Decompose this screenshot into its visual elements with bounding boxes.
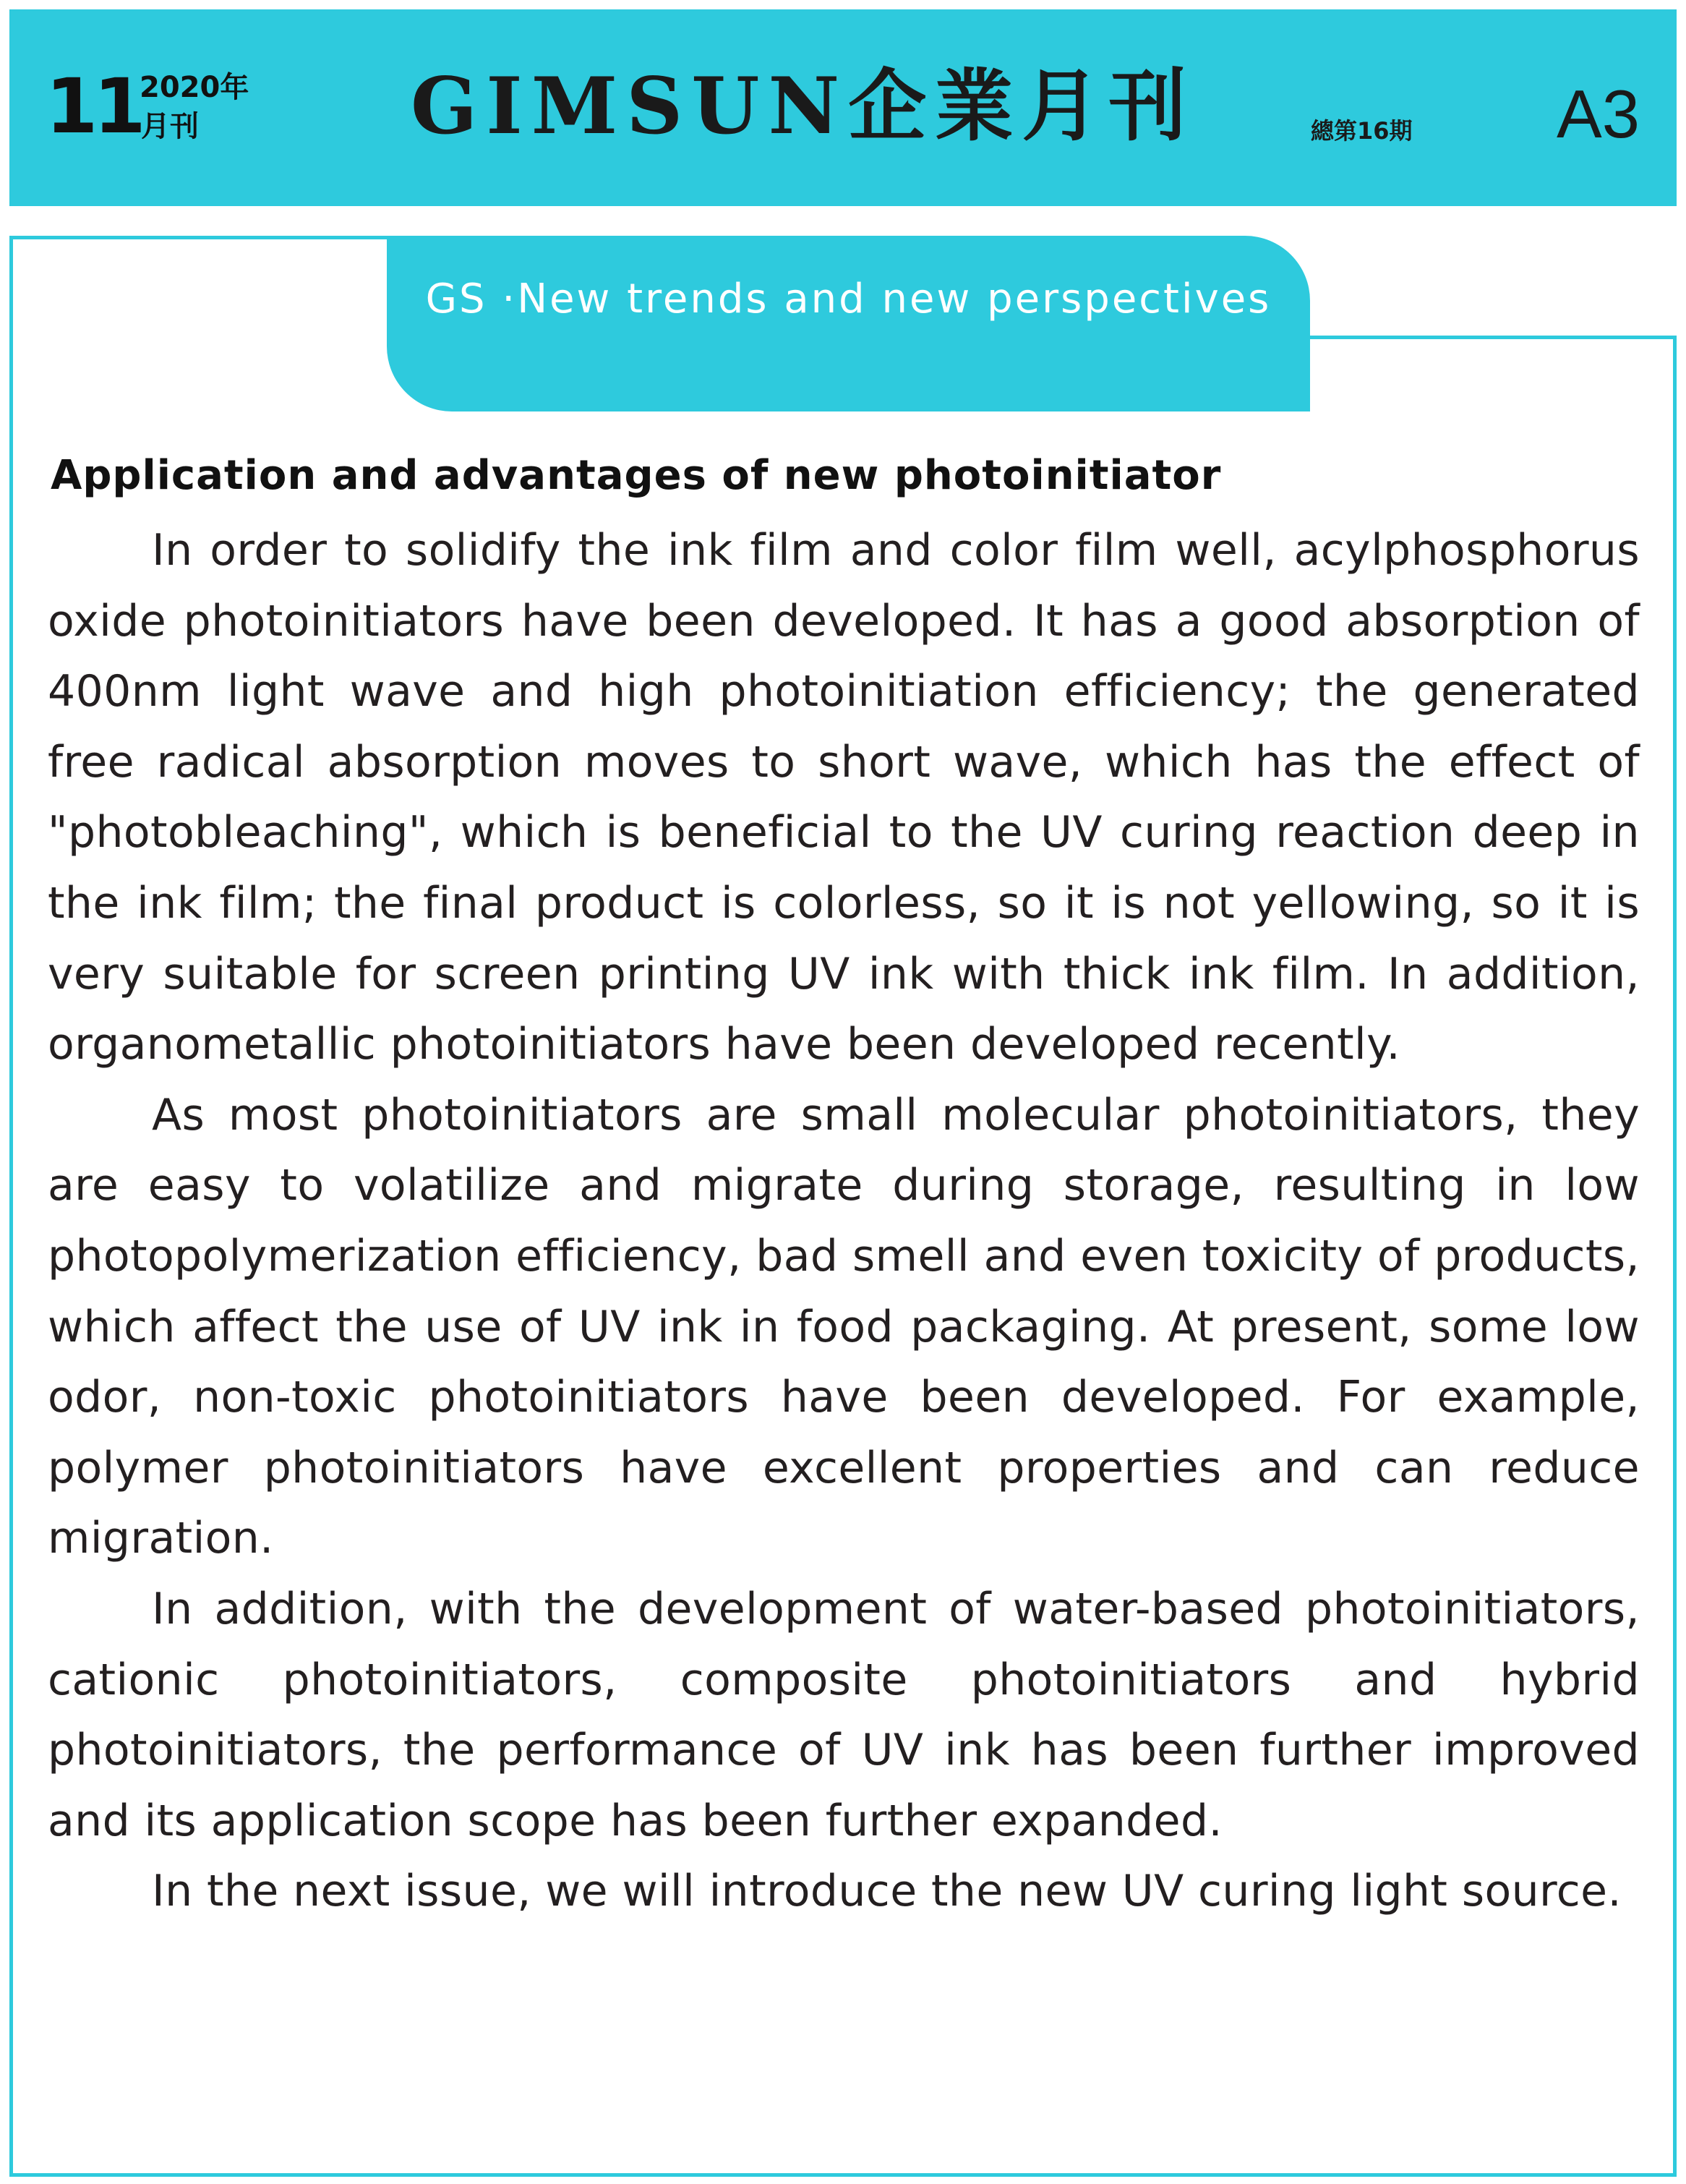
issue-monthly-label: 月刊 xyxy=(141,110,199,143)
article-paragraph: In order to solidify the ink film and color film well, acylphosphorus oxide photoinitiators have been developed. It has a good absorption of 400nm light wave and high photoinitiation efficiency; the generated free radical absorption moves to short wave, which has the effect of "photobleaching", which is beneficial to the UV curing reaction deep in the ink film; the final product is colorless, so it is not yellowing, so it is very suitable for screen printing UV ink with thick ink film. In addition, organometallic photoinitiators have been developed recently. xyxy=(48,525,1640,1070)
issue-serial: 總第16期 xyxy=(1311,117,1413,145)
article-paragraph: In addition, with the development of water-based photoinitiators, cationic photoinitiators, composite photoinitiators and hybrid photoinitiators, the performance of UV ink has been further improved and its application scope has been further expanded. xyxy=(48,1583,1640,1846)
article-paragraph: In the next issue, we will introduce the new UV curing light source. xyxy=(152,1866,1622,1917)
section-tab xyxy=(387,236,1310,411)
frame-border-left xyxy=(9,236,13,2177)
article-body xyxy=(48,516,1640,1927)
masthead-banner xyxy=(9,9,1677,206)
issue-number: 11 xyxy=(46,62,142,150)
issue-year: 2020年 xyxy=(140,71,249,104)
publication-title: GIMSUN企業月刊 xyxy=(411,61,1196,152)
section-label: GS ·New trends and new perspectives xyxy=(425,276,1272,323)
frame-border-top-left xyxy=(9,236,389,239)
article-headline: Application and advantages of new photoinitiator xyxy=(51,452,1222,499)
page-number: A3 xyxy=(1557,76,1640,152)
frame-border-right xyxy=(1673,336,1677,2177)
frame-border-top-right xyxy=(1310,336,1677,339)
article-paragraph: As most photoinitiators are small molecular photoinitiators, they are easy to volatilize and migrate during storage, resulting in low photopolymerization efficiency, bad smell and even toxicity of products, which affect the use of UV ink in food packaging. At present, some low odor, non-toxic photoinitiators have been developed. For example, polymer photoinitiators have excellent properties and can reduce migration. xyxy=(48,1089,1640,1564)
frame-border-bottom xyxy=(9,2173,1677,2177)
